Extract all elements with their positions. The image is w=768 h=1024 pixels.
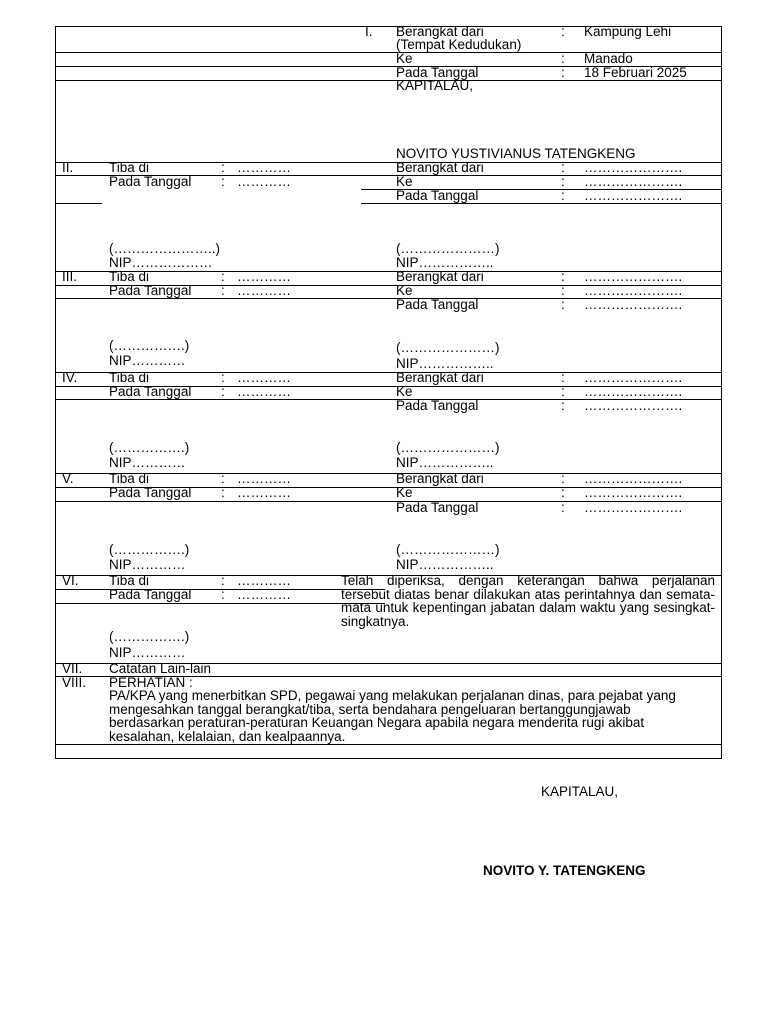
colon: :	[561, 471, 565, 486]
tiba-blank: …………	[237, 269, 291, 284]
section-number: V.	[62, 471, 74, 486]
attention-heading: PERHATIAN :	[109, 675, 193, 690]
colon: :	[561, 188, 565, 203]
row-divider	[55, 603, 385, 604]
colon: :	[561, 297, 565, 312]
tanggal-blank: ………………….	[584, 188, 683, 203]
footer-signer-name: NOVITO Y. TATENGKENG	[483, 863, 646, 878]
berangkat-blank: ………………….	[584, 269, 683, 284]
section-number: II.	[62, 160, 74, 175]
office-title: KAPITALAU,	[396, 78, 474, 93]
signature-left: (…………….)	[109, 338, 190, 353]
ke-blank: ………………….	[584, 283, 683, 298]
tanggal-blank: …………	[237, 384, 291, 399]
colon: :	[561, 51, 565, 66]
ke-label: Ke	[396, 174, 413, 189]
signature-right: (…………………)	[396, 542, 500, 557]
nip-right: NIP……………..	[396, 255, 494, 270]
tiba-label: Tiba di	[109, 573, 150, 588]
tiba-blank: …………	[237, 573, 291, 588]
tanggal-blank: ………………….	[584, 500, 683, 515]
tanggal-blank: …………	[237, 485, 291, 500]
tanggal-blank: ………………….	[584, 297, 683, 312]
colon: :	[561, 485, 565, 500]
colon: :	[561, 370, 565, 385]
notes-label: Catatan Lain-lain	[109, 661, 212, 676]
tanggal-label: Pada Tanggal	[396, 398, 479, 413]
ke-label: Ke	[396, 51, 413, 66]
nip-left: NIP…………	[109, 557, 186, 572]
nip-left: NIP…………	[109, 353, 186, 368]
section-number: I.	[365, 24, 373, 39]
colon: :	[561, 384, 565, 399]
tanggal-blank: …………	[237, 283, 291, 298]
inspection-statement	[341, 574, 715, 628]
colon: :	[561, 500, 565, 515]
tanggal-blank: …………	[237, 174, 291, 189]
row-divider	[55, 203, 102, 204]
attention-body: PA/KPA yang menerbitkan SPD, pegawai yang melakukan perjalanan dinas, para pejabat yang mengesahkan tanggal berangkat/tiba, serta bendahara pengeluaran bertanggungjawab berdasarkan peraturan-peraturan Keuangan Negara apabila negara menderita rugi akibat kesalahan, kelalaian, dan kealpaannya.	[109, 688, 676, 744]
section-number: IV.	[62, 370, 78, 385]
tanggal-value: 18 Februari 2025	[584, 65, 687, 80]
colon: :	[221, 485, 225, 500]
section-number: III.	[62, 269, 78, 284]
colon: :	[561, 269, 565, 284]
ke-label: Ke	[396, 485, 413, 500]
tanggal-label: Pada Tanggal	[396, 500, 479, 515]
colon: :	[561, 24, 565, 39]
tiba-label: Tiba di	[109, 370, 150, 385]
row-divider	[361, 203, 722, 204]
tiba-label: Tiba di	[109, 471, 150, 486]
berangkat-blank: ………………….	[584, 370, 683, 385]
tanggal-label: Pada Tanggal	[109, 283, 192, 298]
tiba-label: Tiba di	[109, 160, 150, 175]
colon: :	[561, 174, 565, 189]
signer-name: NOVITO YUSTIVIANUS TATENGKENG	[396, 146, 636, 161]
footer-office-title: KAPITALAU,	[541, 784, 619, 799]
section-number: VIII.	[62, 675, 87, 690]
tiba-blank: …………	[237, 160, 291, 175]
berangkat-label: Berangkat dari	[396, 269, 484, 284]
row-divider	[55, 80, 722, 81]
nip-right: NIP……………..	[396, 356, 494, 371]
tanggal-blank: …………	[237, 587, 291, 602]
ke-label: Ke	[396, 283, 413, 298]
tiba-blank: …………	[237, 471, 291, 486]
row-divider	[55, 744, 722, 745]
tanggal-blank: ………………….	[584, 398, 683, 413]
berangkat-blank: ………………….	[584, 160, 683, 175]
signature-left: (…………….)	[109, 629, 190, 644]
signature-left: (…………….)	[109, 440, 190, 455]
berangkat-blank: ………………….	[584, 471, 683, 486]
ke-blank: ………………….	[584, 174, 683, 189]
nip-left: NIP…………	[109, 455, 186, 470]
ke-blank: ………………….	[584, 384, 683, 399]
nip-right: NIP……………..	[396, 455, 494, 470]
ke-blank: ………………….	[584, 485, 683, 500]
colon: :	[221, 160, 225, 175]
nip-left: NIP…………	[109, 645, 186, 660]
section-number: VI.	[62, 573, 79, 588]
signature-left: (…………….)	[109, 542, 190, 557]
colon: :	[561, 160, 565, 175]
inspection-statement-text: Telah diperiksa, dengan keterangan bahwa perjalanan tersebut diatas benar dilakukan atas perintahnya dan semata-mata untuk kepentingan jabatan dalam waktu yang sesingkat-singkatnya.	[341, 573, 715, 629]
tanggal-label: Pada Tanggal	[396, 188, 479, 203]
berangkat-value: Kampung Lehi	[584, 24, 672, 39]
tanggal-label: Pada Tanggal	[109, 174, 192, 189]
colon: :	[221, 573, 225, 588]
tanggal-label: Pada Tanggal	[109, 587, 192, 602]
colon: :	[561, 283, 565, 298]
ke-value: Manado	[584, 51, 633, 66]
berangkat-label: Berangkat dari	[396, 160, 484, 175]
row-divider	[55, 589, 385, 590]
tiba-label: Tiba di	[109, 269, 150, 284]
berangkat-label: Berangkat dari	[396, 24, 484, 39]
colon: :	[561, 65, 565, 80]
tanggal-label: Pada Tanggal	[396, 297, 479, 312]
colon: :	[221, 471, 225, 486]
colon: :	[221, 370, 225, 385]
signature-right: (…………………)	[396, 241, 500, 256]
colon: :	[221, 384, 225, 399]
berangkat-label: Berangkat dari	[396, 471, 484, 486]
colon: :	[221, 587, 225, 602]
tiba-blank: …………	[237, 370, 291, 385]
colon: :	[221, 269, 225, 284]
section-number: VII.	[62, 661, 83, 676]
signature-right: (…………………)	[396, 440, 500, 455]
nip-right: NIP……………..	[396, 557, 494, 572]
colon: :	[221, 174, 225, 189]
signature-right: (…………………)	[396, 340, 500, 355]
berangkat-label: Berangkat dari	[396, 370, 484, 385]
signature-left: (…………………..)	[109, 241, 220, 256]
tanggal-label: Pada Tanggal	[396, 65, 479, 80]
colon: :	[221, 283, 225, 298]
berangkat-sublabel: (Tempat Kedudukan)	[396, 37, 522, 52]
nip-left: NIP………………	[109, 255, 213, 270]
tanggal-label: Pada Tanggal	[109, 485, 192, 500]
tanggal-label: Pada Tanggal	[109, 384, 192, 399]
ke-label: Ke	[396, 384, 413, 399]
colon: :	[561, 398, 565, 413]
